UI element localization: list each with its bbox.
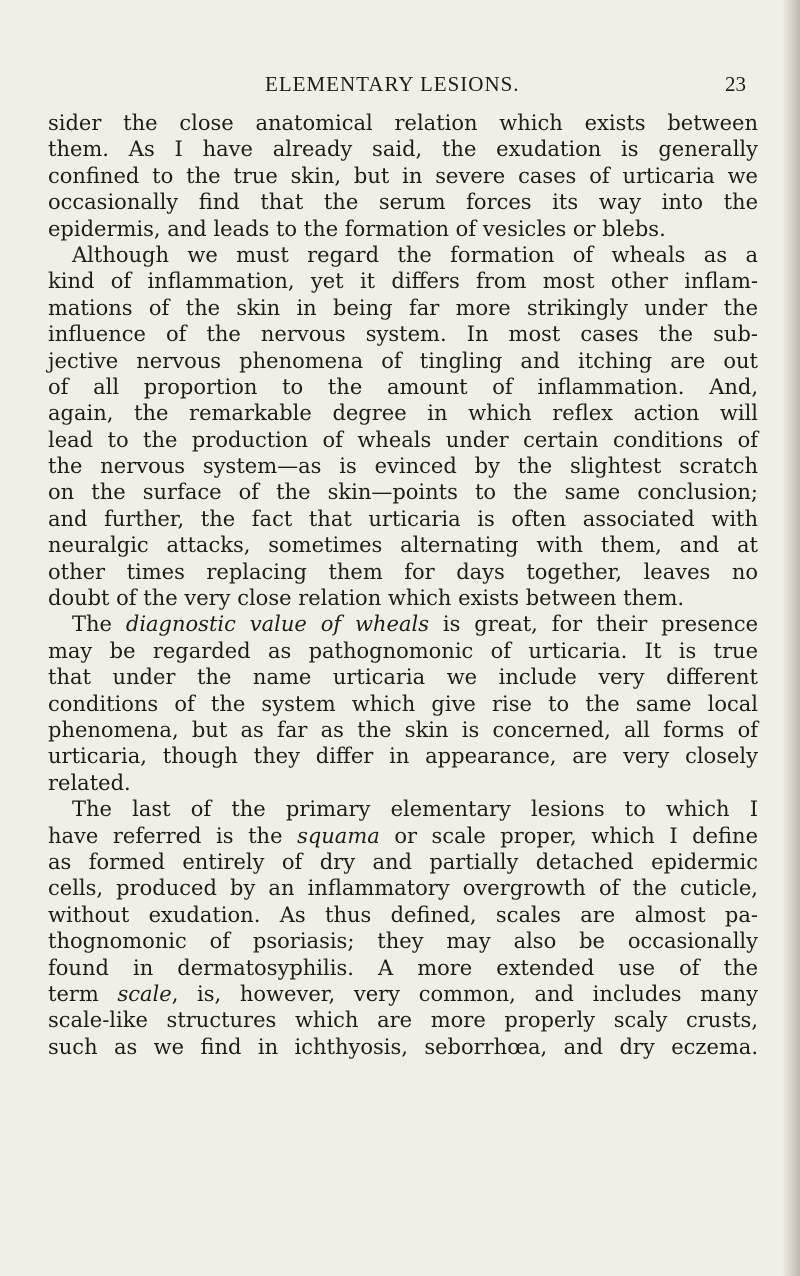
text-line: confined to the true skin, but in severe cases of urticaria we: [48, 163, 758, 188]
text-line: on the surface of the skin—points to the same conclusion;: [48, 480, 758, 505]
text-line: that under the name urticaria we include very different: [48, 665, 758, 690]
text-run: , is, however, very common, and includes many: [171, 981, 758, 1006]
text-run: term: [48, 981, 118, 1006]
text-line: jective nervous phenomena of tingling and itching are out: [48, 348, 758, 373]
body-text: [48, 110, 758, 1060]
text-line: [48, 796, 758, 822]
text-run: The: [72, 612, 126, 637]
text-run: is great, for their presence: [429, 612, 759, 637]
text-line: of all proportion to the amount of inflammation. And,: [48, 374, 758, 399]
text-run: have referred is the: [48, 823, 298, 848]
text-line: kind of inflammation, yet it differs from most other inflam-: [48, 269, 758, 294]
text-line: related.: [48, 770, 131, 795]
text-line: thognomonic of psoriasis; they may also be occasionally: [48, 929, 758, 954]
text-line: influence of the nervous system. In most cases the sub-: [48, 322, 758, 347]
page-header: [0, 66, 800, 96]
text-line: again, the remarkable degree in which reflex action will: [48, 401, 758, 426]
text-line: without exudation. As thus defined, scales are almost pa-: [48, 902, 758, 927]
italic-run: diagnostic value of wheals: [125, 612, 429, 637]
text-line: mations of the skin in being far more strikingly under the: [48, 295, 758, 320]
text-line: [48, 981, 758, 1007]
text-line: them. As I have already said, the exudation is generally: [48, 137, 758, 162]
text-line: cells, produced by an inflammatory overgrowth of the cuticle,: [48, 876, 758, 901]
text-line: the nervous system—as is evinced by the slightest scratch: [48, 454, 758, 479]
text-line: epidermis, and leads to the formation of vesicles or blebs.: [48, 216, 666, 241]
page-number: 23: [725, 72, 746, 96]
text-line: other times replacing them for days together, leaves no: [48, 559, 758, 584]
text-run: The last of the primary elementary lesions to which I: [72, 797, 758, 822]
text-line: [48, 823, 758, 849]
text-line: doubt of the very close relation which exists between them.: [48, 586, 685, 611]
text-line: conditions of the system which give rise to the same local: [48, 691, 758, 716]
text-line: sider the close anatomical relation which exists between: [48, 111, 758, 135]
text-line: as formed entirely of dry and partially detached epidermic: [48, 849, 758, 874]
text-line: scale-like structures which are more properly scaly crusts,: [48, 1008, 758, 1033]
text-line: and further, the fact that urticaria is often associated with: [48, 506, 758, 531]
italic-run: scale: [117, 981, 172, 1006]
text-line: Although we must regard the formation of wheals as a: [72, 242, 758, 267]
text-run: or scale proper, which I define: [379, 823, 758, 848]
running-head: ELEMENTARY LESIONS.: [265, 72, 520, 96]
text-line: phenomena, but as far as the skin is concerned, all forms of: [48, 717, 758, 742]
text-line: may be regarded as pathognomonic of urticaria. It is true: [48, 638, 758, 663]
page-edge-shadow: [782, 0, 800, 1276]
text-line: [48, 611, 758, 637]
text-line: such as we find in ichthyosis, seborrhœa, and dry eczema.: [48, 1034, 758, 1059]
text-line: found in dermatosyphilis. A more extended use of the: [48, 955, 758, 980]
text-line: urticaria, though they differ in appearance, are very closely: [48, 744, 758, 769]
text-line: lead to the production of wheals under certain conditions of: [48, 427, 758, 452]
text-line: neuralgic attacks, sometimes alternating with them, and at: [48, 533, 758, 558]
italic-run: squama: [297, 823, 380, 848]
text-line: occasionally find that the serum forces its way into the: [48, 190, 758, 215]
